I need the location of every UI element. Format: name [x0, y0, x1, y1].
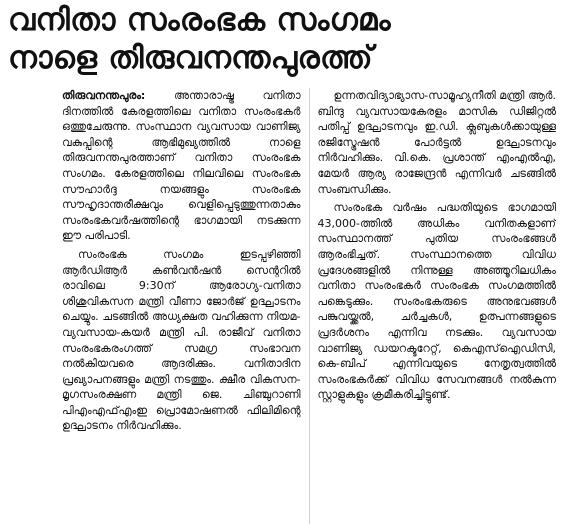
dateline: തിരുവനന്തപുരം: — [62, 89, 146, 102]
article-body — [62, 88, 556, 524]
article-paragraph: സംരംഭക സംഗമം ഇടപ്പഴിഞ്ഞി ആർഡിആർ കൺവൻഷൻ സെന്ററിൽ രാവിലെ 9:30ന് ആരോഗ്യ-വനിതാ ശിശുവികസന മന്ത്രി വീണാ ജോർജ് ഉദ്ഘാടനം ചെയ്യും. ചടങ്ങിൽ അധ്യക്ഷത വഹിക്കുന്ന നിയമ-വ്യവസായ-കയർ മന്ത്രി പി. രാജീവ് വനിതാ സംരംഭകരംഗത്ത് സമഗ്ര സംഭാവന നൽകിയവരെ ആദരിക്കും. വനിതാദിന പ്രഖ്യാപനങ്ങളും മന്ത്രി നടത്തും. ക്ഷീര വികസന-മൃഗസംരക്ഷണ മന്ത്രി ജെ. ചിഞ്ചുറാണി പിഎംഎഫ്എംഇ പ്രൊമോഷണൽ ഫിലിമിന്റെ ഉദ്ഘാടനം നിർവഹിക്കും. — [62, 247, 301, 433]
paragraph-text: അന്താരാഷ്ട്ര വനിതാ ദിനത്തിൽ കേരളത്തിലെ വനിതാ സംരംഭകർ ഒത്തുചേരുന്നു. സംസ്ഥാന വ്യവസായ വാണിജ്യ വകുപ്പിന്റെ ആഭിമുഖ്യത്തിൽ നാളെ തിരുവനന്തപുരത്താണ് വനിതാ സംരംഭക സംഗമം. കേരളത്തിലെ നിലവിലെ സംരംഭക സൗഹാർദ്ദ നയങ്ങളും സംരംഭക സൗഹൃദാന്തരീക്ഷവും വെളിപ്പെടുത്തുന്നതാകും സംരംഭകവർഷത്തിന്റെ ഭാഗമായി നടക്കുന്ന ഈ പരിപാടി. — [62, 89, 301, 243]
headline — [0, 0, 564, 84]
article-paragraph: സംരംഭക വർഷം പദ്ധതിയുടെ ഭാഗമായി 43,000-ത്തിൽ അധികം വനിതകളാണ് സംസ്ഥാനത്ത് പുതിയ സംരംഭങ്ങൾ ആരംഭിച്ചത്. സംസ്ഥാനത്തെ വിവിധ പ്രദേശങ്ങളിൽ നിന്നുള്ള അഞ്ഞൂറിലധികം വനിതാ സംരംഭകർ സംരംഭക സംഗമത്തിൽ പങ്കെടുക്കും. സംരംഭകരുടെ അനുഭവങ്ങൾ പങ്കുവയ്ക്കൽ, ചർച്ചകൾ, ഉത്പന്നങ്ങളുടെ പ്രദർശനം എന്നിവ നടക്കും. വ്യവസായ വാണിജ്യ ഡയറക്ടറേറ്റ്, കെഎസ്ഐഡിസി, കെ-ബിപ് എന്നിവയുടെ നേതൃത്വത്തിൽ സംരംഭകർക്ക് വിവിധ സേവനങ്ങൾ നൽകുന്ന സ്റ്റാളുകളും ക്രമീകരിച്ചിട്ടുണ്ട്. — [317, 201, 557, 402]
headline-line-2: നാളെ തിരുവനന്തപുരത്ത് — [8, 40, 373, 76]
article-column-2 — [318, 88, 557, 524]
article-paragraph — [62, 88, 301, 244]
headline-line-1: വനിതാ സംരംഭക സംഗമം — [8, 2, 391, 38]
article-column-1 — [62, 88, 301, 524]
article-paragraph: ഉന്നതവിദ്യാഭ്യാസ-സാമൂഹ്യനീതി മന്ത്രി ആർ. ബിന്ദു വ്യവസായകേരളം മാസിക ഡിജിറ്റൽ പതിപ്പ് ഉദ്ഘാടനവും ഇ.ഡി. ക്ലബുകൾക്കായുള്ള രജിസ്ട്രേഷൻ പോർട്ടൽ ഉദ്ഘാടനവും നിർവഹിക്കും. വി.കെ. പ്രശാന്ത് എംഎൽഎ, മേയർ ആര്യ രാജേന്ദ്രൻ എന്നിവർ ചടങ്ങിൽ സംബന്ധിക്കും. — [317, 89, 557, 196]
column-divider — [309, 88, 310, 524]
